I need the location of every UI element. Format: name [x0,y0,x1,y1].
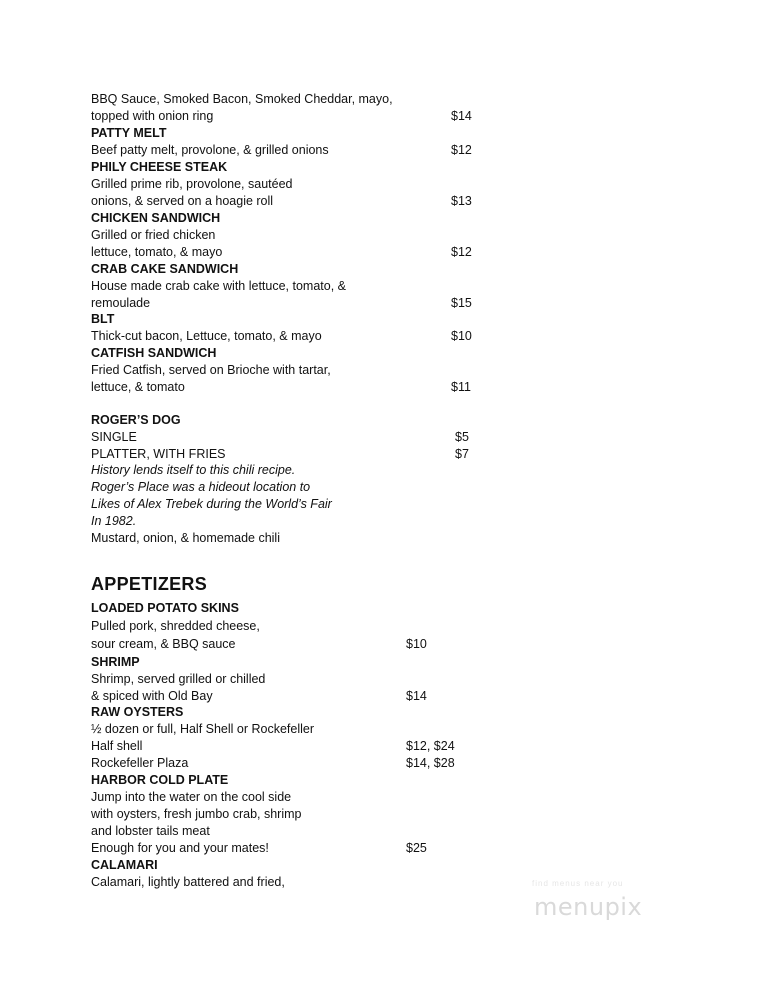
item-name: HARBOR COLD PLATE [91,773,229,787]
item-price: $13 [451,194,472,208]
option-price: $7 [455,447,469,461]
item-name: PATTY MELT [91,126,167,140]
item-price: $14 [406,689,427,703]
item-description: and lobster tails meat [91,824,210,838]
item-price: $14 [451,109,472,123]
item-description: onions, & served on a hoagie roll [91,194,274,208]
item-description: lettuce, & tomato [91,380,185,394]
item-description: Shrimp, served grilled or chilled [91,672,266,686]
item-description: Jump into the water on the cool side [91,790,292,804]
section-title: APPETIZERS [91,574,208,594]
item-price: $12 [451,245,472,259]
item-name: CRAB CAKE SANDWICH [91,262,239,276]
item-description: Enough for you and your mates! [91,841,269,855]
item-description: BBQ Sauce, Smoked Bacon, Smoked Cheddar, mayo, [91,92,393,106]
story-text: Likes of Alex Trebek during the World’s Fair [91,497,332,511]
item-description: lettuce, tomato, & mayo [91,245,223,259]
item-description: Fried Catfish, served on Brioche with tartar, [91,363,331,377]
item-name: BLT [91,312,115,326]
option-label: SINGLE [91,430,137,444]
item-description: topped with onion ring [91,109,214,123]
item-price: $15 [451,296,472,310]
item-description: Beef patty melt, provolone, & grilled onions [91,143,329,157]
item-description: Grilled prime rib, provolone, sautéed [91,177,293,191]
menupix-watermark [528,875,688,935]
item-price: $12 [451,143,472,157]
item-description: sour cream, & BBQ sauce [91,637,236,651]
item-description: remoulade [91,296,151,310]
item-name: RAW OYSTERS [91,705,184,719]
item-description: Pulled pork, shredded cheese, [91,619,260,633]
item-description: with oysters, fresh jumbo crab, shrimp [91,807,302,821]
story-text: History lends itself to this chili recipe. [91,463,296,477]
item-price: $10 [451,329,472,343]
item-description: ½ dozen or full, Half Shell or Rockefeller [91,722,315,736]
story-text: In 1982. [91,514,137,528]
item-name: SHRIMP [91,655,140,669]
item-name: PHILY CHEESE STEAK [91,160,228,174]
item-name: ROGER’S DOG [91,413,181,427]
item-price: $10 [406,637,427,651]
item-description: Thick-cut bacon, Lettuce, tomato, & mayo [91,329,322,343]
item-name: CHICKEN SANDWICH [91,211,221,225]
item-description: & spiced with Old Bay [91,689,213,703]
item-price: $25 [406,841,427,855]
item-name: LOADED POTATO SKINS [91,601,239,615]
option-price: $12, $24 [406,739,455,753]
watermark-logo: menupix [534,893,643,921]
option-label: PLATTER, WITH FRIES [91,447,226,461]
watermark-tagline: find menus near you [532,879,624,888]
item-description: Mustard, onion, & homemade chili [91,531,280,545]
option-price: $14, $28 [406,756,455,770]
option-price: $5 [455,430,469,444]
option-label: Half shell [91,739,143,753]
option-label: Rockefeller Plaza [91,756,189,770]
item-name: CALAMARI [91,858,158,872]
item-description: Grilled or fried chicken [91,228,216,242]
item-description: House made crab cake with lettuce, tomato, & [91,279,346,293]
item-price: $11 [451,380,471,394]
item-description: Calamari, lightly battered and fried, [91,875,285,889]
item-name: CATFISH SANDWICH [91,346,217,360]
story-text: Roger’s Place was a hideout location to [91,480,311,494]
